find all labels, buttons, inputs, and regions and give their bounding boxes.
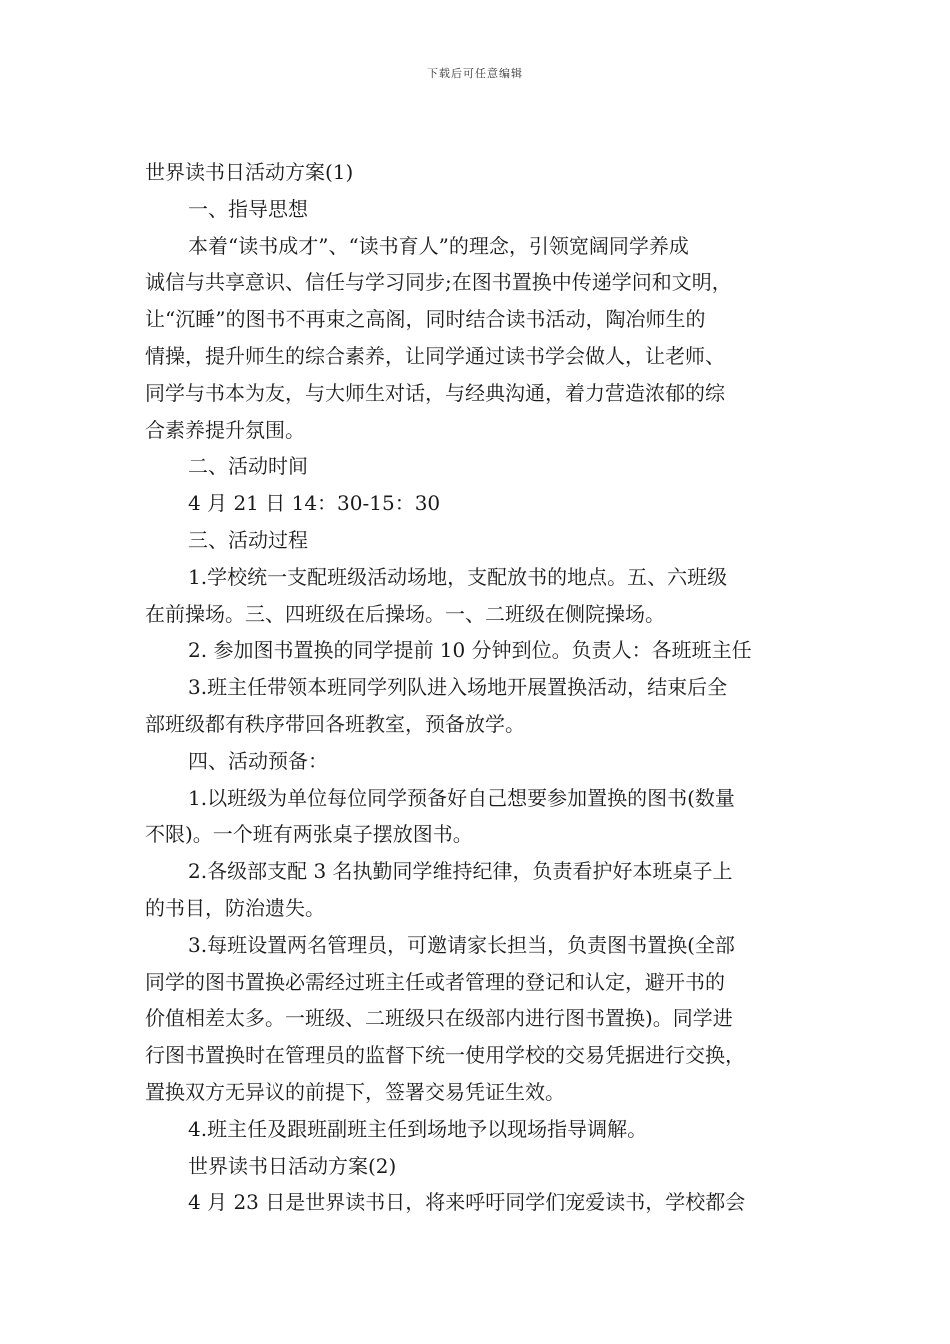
text-line: 在前操场。三、四班级在后操场。一、二班级在侧院操场。	[145, 601, 665, 626]
text-line: 行图书置换时在管理员的监督下统一使用学校的交易凭据进行交换，	[145, 1043, 745, 1068]
text-line: 价值相差太多。一班级、二班级只在级部内进行图书置换)。同学进	[145, 1006, 733, 1031]
text-line: 1.学校统一支配班级活动场地，支配放书的地点。五、六班级	[188, 564, 728, 589]
text-line: 4 月 21 日 14：30-15：30	[188, 491, 441, 516]
text-line: 一、指导思想	[188, 196, 308, 221]
text-line: 置换双方无异议的前提下，签署交易凭证生效。	[145, 1079, 565, 1104]
text-line: 合素养提升氛围。	[145, 417, 305, 442]
text-line: 让“沉睡”的图书不再束之高阁，同时结合读书活动，陶冶师生的	[145, 307, 706, 332]
text-line: 3.每班设置两名管理员，可邀请家长担当，负责图书置换(全部	[188, 932, 735, 957]
text-line: 四、活动预备：	[188, 748, 328, 773]
document-body	[145, 154, 810, 1221]
text-line: 情操，提升师生的综合素养，让同学通过读书学会做人，让老师、	[145, 343, 725, 368]
text-line: 三、活动过程	[188, 527, 308, 552]
text-line: 二、活动时间	[188, 454, 308, 479]
text-line: 3.班主任带领本班同学列队进入场地开展置换活动，结束后全	[188, 675, 728, 700]
text-line: 不限)。一个班有两张桌子摆放图书。	[145, 822, 473, 847]
page-header: 下载后可任意编辑	[427, 67, 523, 80]
text-line: 部班级都有秩序带回各班教室，预备放学。	[145, 711, 525, 736]
text-line: 2.各级部支配 3 名执勤同学维持纪律，负责看护好本班桌子上	[188, 859, 733, 884]
text-line: 同学与书本为友，与大师生对话，与经典沟通，着力营造浓郁的综	[145, 380, 725, 405]
text-line: 1.以班级为单位每位同学预备好自己想要参加置换的图书(数量	[188, 785, 735, 810]
text-line: 诚信与共享意识、信任与学习同步;在图书置换中传递学问和文明，	[145, 270, 732, 295]
text-line: 世界读书日活动方案(2)	[188, 1153, 397, 1178]
text-line: 4.班主任及跟班副班主任到场地予以现场指导调解。	[188, 1116, 648, 1141]
text-line: 本着“读书成才”、“读书育人”的理念，引领宽阔同学养成	[188, 233, 689, 258]
text-line: 2. 参加图书置换的同学提前 10 分钟到位。负责人：各班班主任	[188, 638, 752, 663]
text-line: 4 月 23 日是世界读书日，将来呼吁同学们宠爱读书，学校都会	[188, 1190, 746, 1215]
text-line: 同学的图书置换必需经过班主任或者管理的登记和认定，避开书的	[145, 969, 725, 994]
text-line: 的书目，防治遗失。	[145, 895, 325, 920]
text-line: 世界读书日活动方案(1)	[145, 160, 354, 184]
